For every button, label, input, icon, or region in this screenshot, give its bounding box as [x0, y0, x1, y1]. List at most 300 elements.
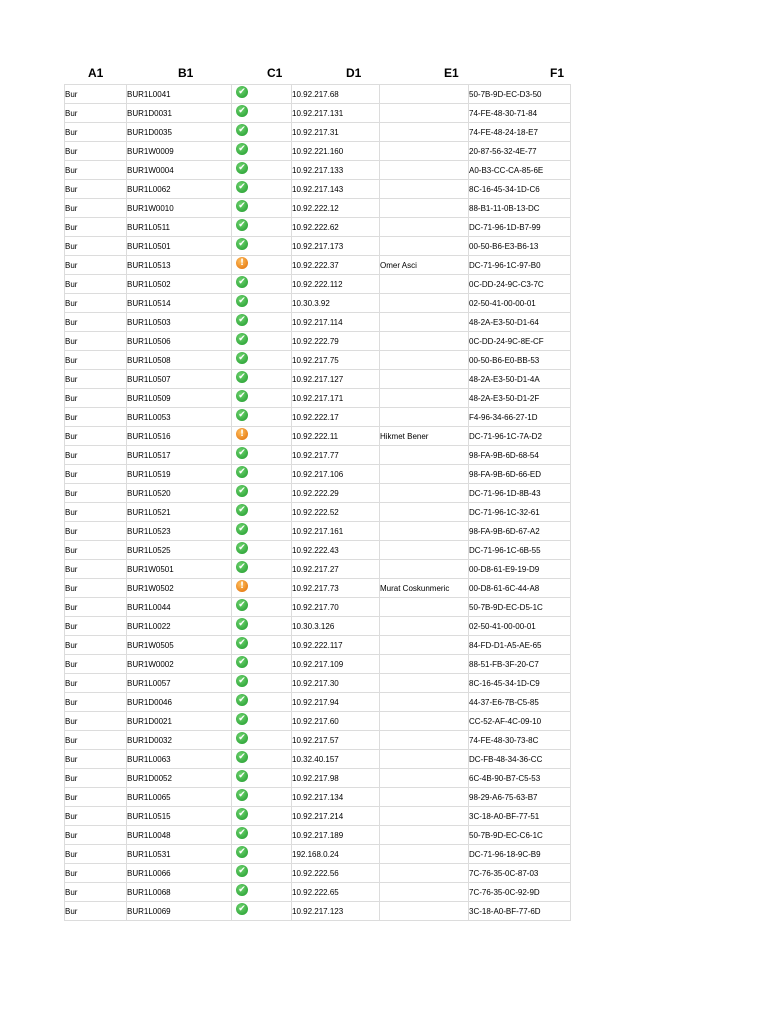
cell-mac-address: 50-7B-9D-EC-D3-50	[469, 85, 571, 104]
cell-status	[232, 579, 292, 598]
cell-location: Bur	[65, 541, 127, 560]
cell-location: Bur	[65, 199, 127, 218]
cell-status	[232, 142, 292, 161]
cell-status	[232, 237, 292, 256]
cell-ip-address: 10.92.217.131	[292, 104, 380, 123]
cell-mac-address: 98-FA-9B-6D-68-54	[469, 446, 571, 465]
column-header-f: F1	[550, 66, 565, 80]
green-check-icon: ✔	[236, 371, 248, 383]
cell-location: Bur	[65, 142, 127, 161]
cell-ip-address: 10.92.222.12	[292, 199, 380, 218]
cell-status	[232, 845, 292, 864]
cell-hostname: BUR1W0009	[127, 142, 232, 161]
cell-mac-address: DC-71-96-1C-97-B0	[469, 256, 571, 275]
cell-status	[232, 902, 292, 921]
table-row	[65, 712, 571, 731]
cell-status	[232, 731, 292, 750]
cell-mac-address: A0-B3-CC-CA-85-6E	[469, 161, 571, 180]
cell-user	[380, 465, 469, 484]
table-row	[65, 655, 571, 674]
cell-status	[232, 598, 292, 617]
column-header-e: E1	[444, 66, 459, 80]
cell-user	[380, 750, 469, 769]
orange-exclamation-icon: !	[236, 428, 248, 440]
cell-ip-address: 10.92.217.60	[292, 712, 380, 731]
table-row	[65, 351, 571, 370]
cell-user	[380, 389, 469, 408]
green-check-icon: ✔	[236, 352, 248, 364]
green-check-icon: ✔	[236, 846, 248, 858]
orange-exclamation-icon: !	[236, 257, 248, 269]
cell-ip-address: 10.92.217.27	[292, 560, 380, 579]
cell-status	[232, 864, 292, 883]
cell-location: Bur	[65, 180, 127, 199]
cell-hostname: BUR1L0044	[127, 598, 232, 617]
green-check-icon: ✔	[236, 390, 248, 402]
cell-user	[380, 503, 469, 522]
cell-ip-address: 10.92.217.98	[292, 769, 380, 788]
cell-hostname: BUR1L0514	[127, 294, 232, 313]
table-row	[65, 465, 571, 484]
cell-location: Bur	[65, 750, 127, 769]
cell-mac-address: DC-71-96-1D-8B-43	[469, 484, 571, 503]
green-check-icon: ✔	[236, 447, 248, 459]
cell-user	[380, 807, 469, 826]
cell-location: Bur	[65, 408, 127, 427]
cell-hostname: BUR1W0505	[127, 636, 232, 655]
cell-user	[380, 199, 469, 218]
cell-location: Bur	[65, 883, 127, 902]
table-row	[65, 598, 571, 617]
cell-user	[380, 541, 469, 560]
cell-status	[232, 655, 292, 674]
cell-user	[380, 161, 469, 180]
column-header-c: C1	[267, 66, 283, 80]
cell-hostname: BUR1W0004	[127, 161, 232, 180]
green-check-icon: ✔	[236, 295, 248, 307]
table-row	[65, 522, 571, 541]
cell-status	[232, 769, 292, 788]
column-header-a: A1	[88, 66, 104, 80]
cell-user	[380, 883, 469, 902]
cell-ip-address: 10.92.222.17	[292, 408, 380, 427]
cell-location: Bur	[65, 636, 127, 655]
cell-hostname: BUR1L0066	[127, 864, 232, 883]
cell-location: Bur	[65, 807, 127, 826]
cell-ip-address: 10.92.222.29	[292, 484, 380, 503]
cell-user	[380, 332, 469, 351]
cell-hostname: BUR1L0521	[127, 503, 232, 522]
cell-status	[232, 807, 292, 826]
cell-hostname: BUR1D0021	[127, 712, 232, 731]
cell-mac-address: 02-50-41-00-00-01	[469, 617, 571, 636]
cell-user	[380, 522, 469, 541]
table-row	[65, 237, 571, 256]
cell-hostname: BUR1L0515	[127, 807, 232, 826]
cell-mac-address: 48-2A-E3-50-D1-4A	[469, 370, 571, 389]
cell-status	[232, 636, 292, 655]
cell-hostname: BUR1L0531	[127, 845, 232, 864]
cell-hostname: BUR1L0503	[127, 313, 232, 332]
table-row	[65, 123, 571, 142]
cell-ip-address: 10.92.217.214	[292, 807, 380, 826]
cell-user	[380, 674, 469, 693]
cell-mac-address: F4-96-34-66-27-1D	[469, 408, 571, 427]
cell-hostname: BUR1L0053	[127, 408, 232, 427]
cell-hostname: BUR1L0519	[127, 465, 232, 484]
orange-exclamation-icon: !	[236, 580, 248, 592]
cell-user	[380, 218, 469, 237]
cell-user	[380, 446, 469, 465]
cell-ip-address: 10.92.217.73	[292, 579, 380, 598]
cell-ip-address: 10.92.217.75	[292, 351, 380, 370]
cell-status	[232, 256, 292, 275]
cell-user	[380, 845, 469, 864]
cell-status	[232, 85, 292, 104]
green-check-icon: ✔	[236, 466, 248, 478]
green-check-icon: ✔	[236, 523, 248, 535]
cell-ip-address: 10.92.217.173	[292, 237, 380, 256]
cell-user	[380, 313, 469, 332]
cell-location: Bur	[65, 123, 127, 142]
cell-hostname: BUR1L0065	[127, 788, 232, 807]
table-row	[65, 370, 571, 389]
table-row	[65, 693, 571, 712]
cell-mac-address: 00-50-B6-E0-BB-53	[469, 351, 571, 370]
green-check-icon: ✔	[236, 561, 248, 573]
cell-hostname: BUR1L0513	[127, 256, 232, 275]
cell-hostname: BUR1L0507	[127, 370, 232, 389]
cell-location: Bur	[65, 522, 127, 541]
cell-user: Murat Coskunmeric	[380, 579, 469, 598]
cell-user	[380, 731, 469, 750]
cell-status	[232, 465, 292, 484]
table-row	[65, 427, 571, 446]
cell-mac-address: DC-71-96-1D-B7-99	[469, 218, 571, 237]
green-check-icon: ✔	[236, 618, 248, 630]
cell-ip-address: 10.92.217.133	[292, 161, 380, 180]
green-check-icon: ✔	[236, 599, 248, 611]
cell-user	[380, 560, 469, 579]
cell-mac-address: DC-71-96-18-9C-B9	[469, 845, 571, 864]
cell-mac-address: 7C-76-35-0C-92-9D	[469, 883, 571, 902]
cell-user	[380, 864, 469, 883]
table-row	[65, 104, 571, 123]
cell-hostname: BUR1L0508	[127, 351, 232, 370]
cell-user	[380, 123, 469, 142]
cell-ip-address: 10.92.222.117	[292, 636, 380, 655]
cell-mac-address: 7C-76-35-0C-87-03	[469, 864, 571, 883]
cell-ip-address: 10.92.222.65	[292, 883, 380, 902]
cell-mac-address: 74-FE-48-30-71-84	[469, 104, 571, 123]
cell-ip-address: 10.92.222.52	[292, 503, 380, 522]
cell-ip-address: 10.92.217.143	[292, 180, 380, 199]
cell-hostname: BUR1L0041	[127, 85, 232, 104]
green-check-icon: ✔	[236, 827, 248, 839]
cell-hostname: BUR1L0523	[127, 522, 232, 541]
cell-location: Bur	[65, 864, 127, 883]
cell-status	[232, 560, 292, 579]
cell-ip-address: 10.92.217.94	[292, 693, 380, 712]
cell-user	[380, 902, 469, 921]
green-check-icon: ✔	[236, 808, 248, 820]
green-check-icon: ✔	[236, 143, 248, 155]
cell-location: Bur	[65, 826, 127, 845]
cell-status	[232, 826, 292, 845]
table-row	[65, 256, 571, 275]
cell-location: Bur	[65, 256, 127, 275]
cell-hostname: BUR1L0022	[127, 617, 232, 636]
green-check-icon: ✔	[236, 789, 248, 801]
table-row	[65, 294, 571, 313]
cell-location: Bur	[65, 560, 127, 579]
cell-mac-address: 8C-16-45-34-1D-C6	[469, 180, 571, 199]
cell-location: Bur	[65, 617, 127, 636]
cell-ip-address: 10.92.222.56	[292, 864, 380, 883]
cell-status	[232, 883, 292, 902]
cell-user	[380, 351, 469, 370]
cell-ip-address: 10.92.217.134	[292, 788, 380, 807]
cell-user	[380, 275, 469, 294]
cell-location: Bur	[65, 446, 127, 465]
cell-user	[380, 104, 469, 123]
cell-hostname: BUR1D0032	[127, 731, 232, 750]
cell-ip-address: 10.92.217.106	[292, 465, 380, 484]
table-row	[65, 218, 571, 237]
cell-mac-address: 74-FE-48-30-73-8C	[469, 731, 571, 750]
cell-status	[232, 674, 292, 693]
cell-ip-address: 10.92.221.160	[292, 142, 380, 161]
table-row	[65, 769, 571, 788]
cell-status	[232, 180, 292, 199]
cell-ip-address: 10.92.217.161	[292, 522, 380, 541]
cell-user: Hikmet Bener	[380, 427, 469, 446]
cell-mac-address: DC-71-96-1C-7A-D2	[469, 427, 571, 446]
cell-user	[380, 788, 469, 807]
cell-hostname: BUR1L0502	[127, 275, 232, 294]
green-check-icon: ✔	[236, 504, 248, 516]
table-row	[65, 199, 571, 218]
cell-status	[232, 313, 292, 332]
cell-location: Bur	[65, 332, 127, 351]
cell-mac-address: 44-37-E6-7B-C5-85	[469, 693, 571, 712]
cell-status	[232, 294, 292, 313]
table-row	[65, 332, 571, 351]
table-row	[65, 617, 571, 636]
green-check-icon: ✔	[236, 333, 248, 345]
table-row	[65, 807, 571, 826]
cell-location: Bur	[65, 579, 127, 598]
green-check-icon: ✔	[236, 314, 248, 326]
cell-hostname: BUR1D0046	[127, 693, 232, 712]
cell-location: Bur	[65, 465, 127, 484]
cell-status	[232, 389, 292, 408]
table-row	[65, 902, 571, 921]
cell-location: Bur	[65, 370, 127, 389]
green-check-icon: ✔	[236, 884, 248, 896]
cell-ip-address: 10.92.217.127	[292, 370, 380, 389]
table-row	[65, 579, 571, 598]
green-check-icon: ✔	[236, 181, 248, 193]
cell-hostname: BUR1W0501	[127, 560, 232, 579]
device-table-body	[65, 85, 571, 921]
cell-hostname: BUR1D0031	[127, 104, 232, 123]
cell-user	[380, 294, 469, 313]
cell-ip-address: 10.30.3.126	[292, 617, 380, 636]
cell-ip-address: 10.92.217.109	[292, 655, 380, 674]
cell-status	[232, 351, 292, 370]
cell-mac-address: 3C-18-A0-BF-77-51	[469, 807, 571, 826]
cell-hostname: BUR1L0069	[127, 902, 232, 921]
table-row	[65, 731, 571, 750]
cell-mac-address: 3C-18-A0-BF-77-6D	[469, 902, 571, 921]
cell-status	[232, 503, 292, 522]
cell-ip-address: 10.92.217.57	[292, 731, 380, 750]
cell-hostname: BUR1W0002	[127, 655, 232, 674]
cell-mac-address: 48-2A-E3-50-D1-2F	[469, 389, 571, 408]
cell-status	[232, 446, 292, 465]
cell-hostname: BUR1L0068	[127, 883, 232, 902]
cell-mac-address: DC-71-96-1C-32-61	[469, 503, 571, 522]
cell-hostname: BUR1L0509	[127, 389, 232, 408]
cell-user	[380, 712, 469, 731]
cell-hostname: BUR1L0501	[127, 237, 232, 256]
cell-user	[380, 484, 469, 503]
cell-location: Bur	[65, 902, 127, 921]
cell-user	[380, 180, 469, 199]
cell-location: Bur	[65, 712, 127, 731]
device-table	[64, 84, 571, 921]
cell-ip-address: 10.92.217.123	[292, 902, 380, 921]
cell-user	[380, 693, 469, 712]
cell-mac-address: 98-FA-9B-6D-67-A2	[469, 522, 571, 541]
green-check-icon: ✔	[236, 637, 248, 649]
cell-hostname: BUR1L0517	[127, 446, 232, 465]
green-check-icon: ✔	[236, 162, 248, 174]
green-check-icon: ✔	[236, 770, 248, 782]
green-check-icon: ✔	[236, 656, 248, 668]
cell-mac-address: DC-71-96-1C-6B-55	[469, 541, 571, 560]
cell-status	[232, 522, 292, 541]
cell-location: Bur	[65, 313, 127, 332]
cell-mac-address: 8C-16-45-34-1D-C9	[469, 674, 571, 693]
cell-status	[232, 788, 292, 807]
cell-ip-address: 10.92.222.43	[292, 541, 380, 560]
cell-location: Bur	[65, 351, 127, 370]
cell-location: Bur	[65, 845, 127, 864]
cell-mac-address: 50-7B-9D-EC-D5-1C	[469, 598, 571, 617]
cell-hostname: BUR1L0048	[127, 826, 232, 845]
cell-mac-address: 20-87-56-32-4E-77	[469, 142, 571, 161]
cell-location: Bur	[65, 693, 127, 712]
cell-location: Bur	[65, 104, 127, 123]
cell-mac-address: 02-50-41-00-00-01	[469, 294, 571, 313]
table-row	[65, 883, 571, 902]
cell-status	[232, 427, 292, 446]
cell-mac-address: 88-51-FB-3F-20-C7	[469, 655, 571, 674]
cell-ip-address: 10.92.222.79	[292, 332, 380, 351]
cell-status	[232, 370, 292, 389]
green-check-icon: ✔	[236, 485, 248, 497]
cell-location: Bur	[65, 769, 127, 788]
cell-mac-address: 50-7B-9D-EC-C6-1C	[469, 826, 571, 845]
table-row	[65, 484, 571, 503]
cell-ip-address: 10.92.222.62	[292, 218, 380, 237]
cell-status	[232, 332, 292, 351]
green-check-icon: ✔	[236, 105, 248, 117]
cell-mac-address: 0C-DD-24-9C-8E-CF	[469, 332, 571, 351]
cell-user	[380, 85, 469, 104]
cell-location: Bur	[65, 674, 127, 693]
cell-status	[232, 199, 292, 218]
table-row	[65, 750, 571, 769]
cell-user	[380, 370, 469, 389]
cell-mac-address: CC-52-AF-4C-09-10	[469, 712, 571, 731]
cell-mac-address: 00-D8-61-6C-44-A8	[469, 579, 571, 598]
cell-mac-address: 00-D8-61-E9-19-D9	[469, 560, 571, 579]
cell-location: Bur	[65, 275, 127, 294]
cell-status	[232, 484, 292, 503]
cell-location: Bur	[65, 161, 127, 180]
cell-location: Bur	[65, 237, 127, 256]
cell-hostname: BUR1L0511	[127, 218, 232, 237]
green-check-icon: ✔	[236, 219, 248, 231]
cell-status	[232, 693, 292, 712]
cell-status	[232, 161, 292, 180]
cell-user	[380, 617, 469, 636]
table-row	[65, 788, 571, 807]
column-header-b: B1	[178, 66, 194, 80]
cell-hostname: BUR1L0516	[127, 427, 232, 446]
table-row	[65, 85, 571, 104]
cell-status	[232, 218, 292, 237]
cell-hostname: BUR1L0063	[127, 750, 232, 769]
cell-mac-address: 0C-DD-24-9C-C3-7C	[469, 275, 571, 294]
green-check-icon: ✔	[236, 124, 248, 136]
cell-ip-address: 10.32.40.157	[292, 750, 380, 769]
cell-location: Bur	[65, 427, 127, 446]
cell-mac-address: 84-FD-D1-A5-AE-65	[469, 636, 571, 655]
cell-ip-address: 10.92.222.37	[292, 256, 380, 275]
table-row	[65, 142, 571, 161]
table-row	[65, 389, 571, 408]
table-row	[65, 636, 571, 655]
cell-status	[232, 541, 292, 560]
cell-location: Bur	[65, 503, 127, 522]
cell-user	[380, 598, 469, 617]
cell-user	[380, 769, 469, 788]
table-row	[65, 161, 571, 180]
table-row	[65, 180, 571, 199]
table-row	[65, 275, 571, 294]
cell-user	[380, 237, 469, 256]
table-row	[65, 864, 571, 883]
cell-mac-address: 48-2A-E3-50-D1-64	[469, 313, 571, 332]
cell-hostname: BUR1L0062	[127, 180, 232, 199]
table-row	[65, 541, 571, 560]
cell-ip-address: 10.92.217.171	[292, 389, 380, 408]
green-check-icon: ✔	[236, 903, 248, 915]
cell-mac-address: 74-FE-48-24-18-E7	[469, 123, 571, 142]
cell-hostname: BUR1W0010	[127, 199, 232, 218]
cell-status	[232, 408, 292, 427]
cell-hostname: BUR1L0057	[127, 674, 232, 693]
table-row	[65, 313, 571, 332]
table-row	[65, 503, 571, 522]
cell-mac-address: DC-FB-48-34-36-CC	[469, 750, 571, 769]
green-check-icon: ✔	[236, 694, 248, 706]
cell-hostname: BUR1D0035	[127, 123, 232, 142]
